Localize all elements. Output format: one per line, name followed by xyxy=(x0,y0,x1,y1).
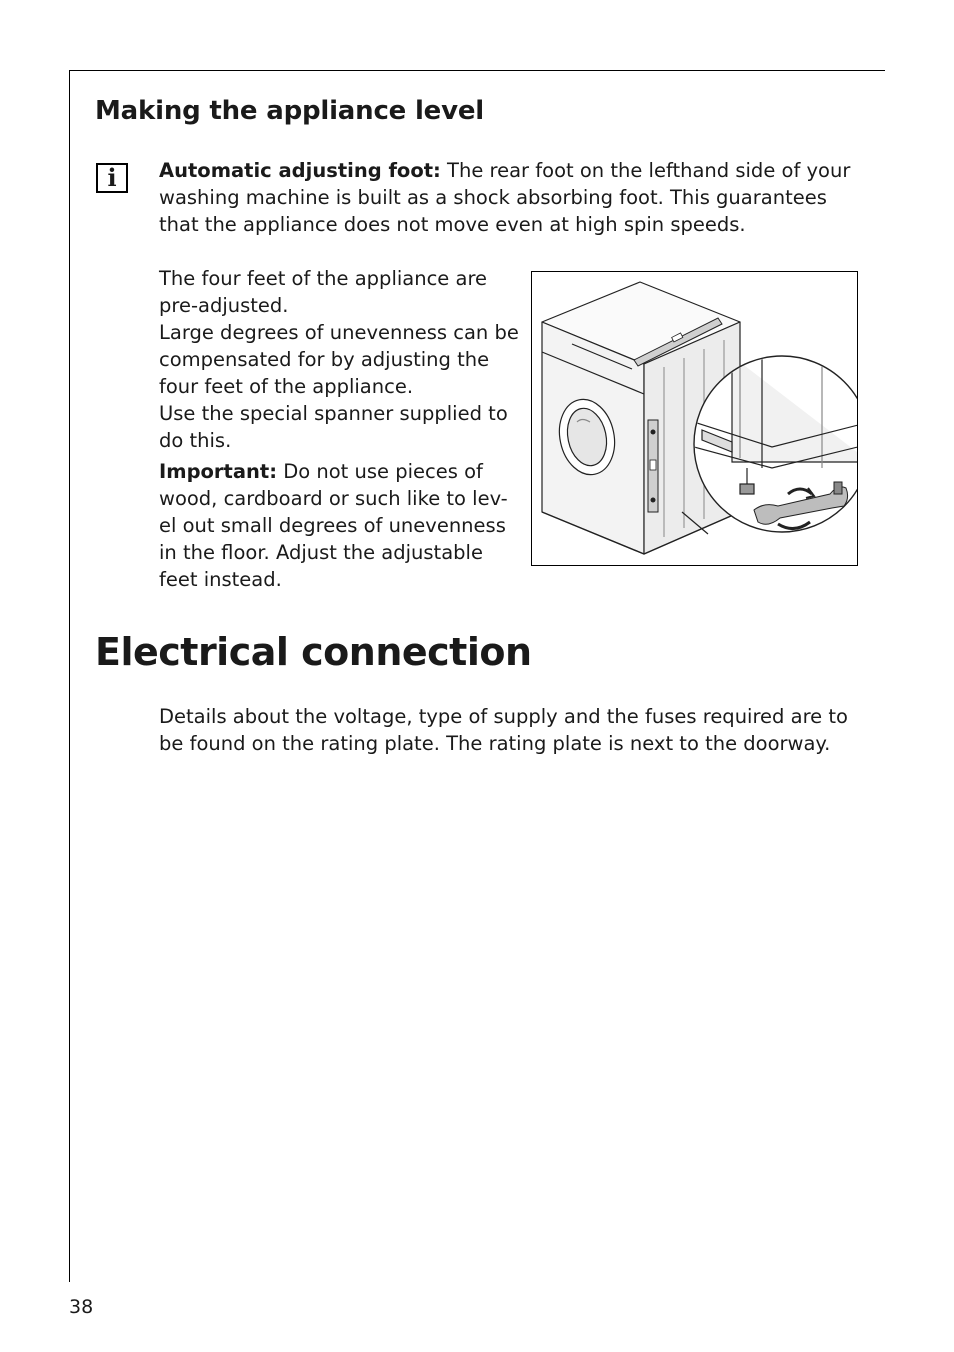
unevenness-text: Large degrees of unevenness can be compensated for by adjusting the four feet of the appliance. xyxy=(159,321,519,398)
section-title: Making the appliance level xyxy=(95,96,485,126)
washing-machine-illustration xyxy=(532,272,857,565)
auto-foot-paragraph xyxy=(159,157,859,238)
auto-foot-text: The rear foot on the lefthand side of your washing machine is built as a shock absorbing foot. This guarantees that the appliance does not move even at high spin speeds. xyxy=(159,159,851,236)
auto-foot-label: Automatic adjusting foot: xyxy=(159,159,441,182)
info-icon: i xyxy=(96,163,128,193)
top-rule xyxy=(69,70,885,71)
left-margin-rule xyxy=(69,70,70,1282)
leveling-instructions xyxy=(159,265,519,593)
important-label: Important: xyxy=(159,460,278,483)
leveling-figure xyxy=(531,271,858,566)
feet-preadjusted-text: The four feet of the appliance are pre-adjusted. xyxy=(159,267,488,317)
important-paragraph xyxy=(159,458,519,593)
spanner-text: Use the special spanner supplied to do this. xyxy=(159,402,508,452)
electrical-connection-title: Electrical connection xyxy=(95,630,532,674)
important-text: Do not use pieces of wood, cardboard or such like to lev- el out small degrees of unevenness in the floor. Adjust the adjustable feet instead. xyxy=(159,460,508,591)
electrical-connection-text: Details about the voltage, type of supply and the fuses required are to be found on the rating plate. The rating plate is next to the doorway. xyxy=(159,705,848,755)
page-number: 38 xyxy=(69,1296,94,1318)
